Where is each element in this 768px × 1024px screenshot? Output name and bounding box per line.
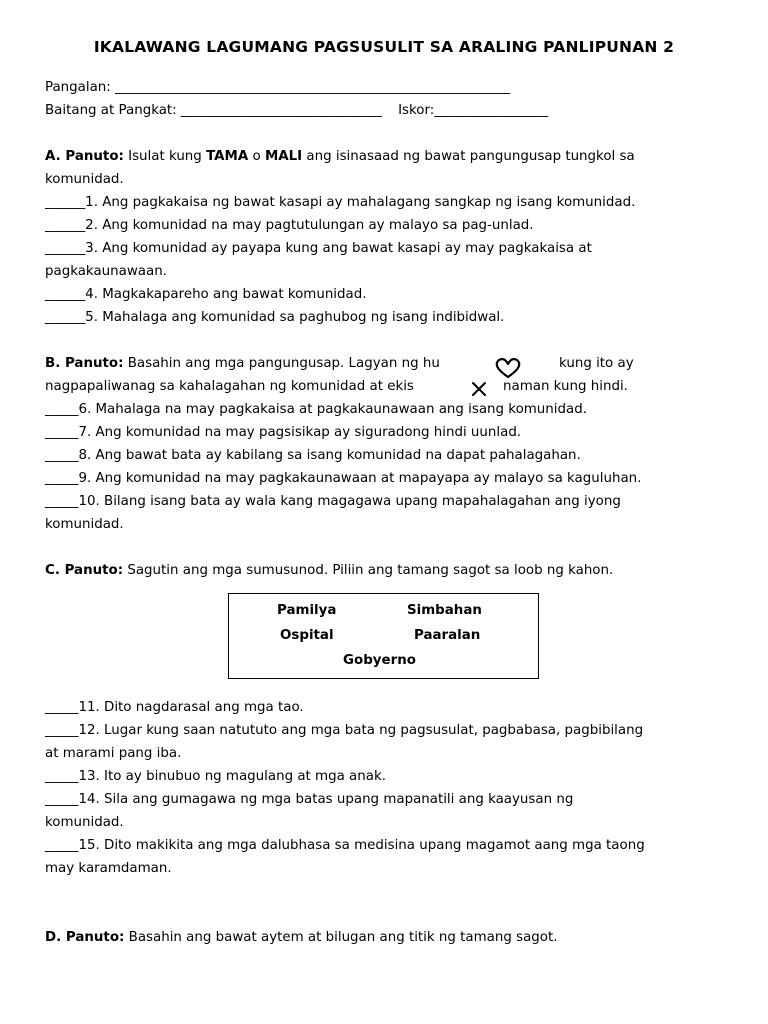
question-item: _____13. Ito ay binubuo ng magulang at mga anak. (45, 769, 386, 784)
section-d-label: D. Panuto: (45, 930, 125, 945)
question-item: _____7. Ang komunidad na may pagsisikap ay siguradong hindi uunlad. (45, 425, 522, 440)
choice-gobyerno: Gobyerno (343, 653, 416, 668)
tama-word: TAMA (206, 149, 249, 164)
choice-simbahan: Simbahan (407, 603, 482, 618)
section-b-text-1b: kung ito ay (559, 356, 634, 371)
section-a-text-2: ang isinasaad ng bawat pangungusap tungkol sa (302, 149, 635, 164)
question-item: ______2. Ang komunidad na may pagtutulungan ay malayo sa pag-unlad. (45, 218, 534, 233)
or-word: o (248, 149, 265, 164)
name-field-line: Pangalan: ___________________________________________________________ (45, 80, 511, 95)
section-c-label: C. Panuto: (45, 563, 124, 578)
section-a-text-1: Isulat kung (123, 149, 207, 164)
question-item: ______5. Mahalaga ang komunidad sa paghubog ng isang indibidwal. (45, 310, 505, 325)
question-item: ______4. Magkakapareho ang bawat komunidad. (45, 287, 367, 302)
question-item: _____8. Ang bawat bata ay kabilang sa isang komunidad na dapat pahalagahan. (45, 448, 581, 463)
heart-icon (494, 356, 522, 380)
question-item-cont: komunidad. (45, 517, 124, 532)
section-a-label: A. Panuto: (45, 149, 124, 164)
choice-pamilya: Pamilya (277, 603, 337, 618)
section-c-text: Sagutin ang mga sumusunod. Piliin ang tamang sagot sa loob ng kahon. (123, 563, 614, 578)
question-item: _____15. Dito makikita ang mga dalubhasa sa medisina upang magamot aang mga taong (45, 838, 645, 853)
question-item-cont: pagkakaunawaan. (45, 264, 167, 279)
section-c-instruction (45, 562, 613, 580)
section-a-instruction (45, 148, 635, 166)
question-item: _____12. Lugar kung saan natututo ang mga bata ng pagsusulat, pagbabasa, pagbibilang (45, 723, 644, 738)
question-item: _____10. Bilang isang bata ay wala kang magagawa upang mapahalagahan ang iyong (45, 494, 621, 509)
choice-ospital: Ospital (280, 628, 334, 643)
question-item-cont: komunidad. (45, 815, 124, 830)
section-d-instruction (45, 929, 557, 947)
section-b-label: B. Panuto: (45, 356, 124, 371)
question-item: _____9. Ang komunidad na may pagkakaunawaan at mapayapa ay malayo sa kaguluhan. (45, 471, 642, 486)
question-item-cont: at marami pang iba. (45, 746, 182, 761)
section-b-text-2b: naman kung hindi. (503, 379, 628, 394)
section-a-instruction-cont: komunidad. (45, 172, 124, 187)
section-b-text-1: Basahin ang mga pangungusap. Lagyan ng hu (123, 356, 440, 371)
page-title: IKALAWANG LAGUMANG PAGSUSULIT SA ARALING PANLIPUNAN 2 (93, 38, 675, 56)
choice-paaralan: Paaralan (414, 628, 481, 643)
grade-section-line (45, 102, 548, 120)
question-item: _____14. Sila ang gumagawa ng mga batas upang mapanatili ang kaayusan ng (45, 792, 574, 807)
grade-field-line: Baitang at Pangkat: ______________________________ (45, 103, 382, 118)
section-d-text: Basahin ang bawat aytem at bilugan ang titik ng tamang sagot. (124, 930, 558, 945)
choices-box (228, 593, 539, 679)
section-b-text-2: nagpapaliwanag sa kahalagahan ng komunidad at ekis (45, 379, 414, 394)
question-item: ______1. Ang pagkakaisa ng bawat kasapi ay mahalagang sangkap ng isang komunidad. (45, 195, 636, 210)
score-field-line: Iskor:_________________ (398, 103, 549, 118)
question-item: ______3. Ang komunidad ay payapa kung ang bawat kasapi ay may pagkakaisa at (45, 241, 592, 256)
x-icon (470, 380, 488, 398)
section-b-instruction (45, 355, 440, 373)
question-item: _____6. Mahalaga na may pagkakaisa at pagkakaunawaan ang isang komunidad. (45, 402, 587, 417)
mali-word: MALI (264, 149, 303, 164)
question-item: _____11. Dito nagdarasal ang mga tao. (45, 700, 304, 715)
question-item-cont: may karamdaman. (45, 861, 172, 876)
